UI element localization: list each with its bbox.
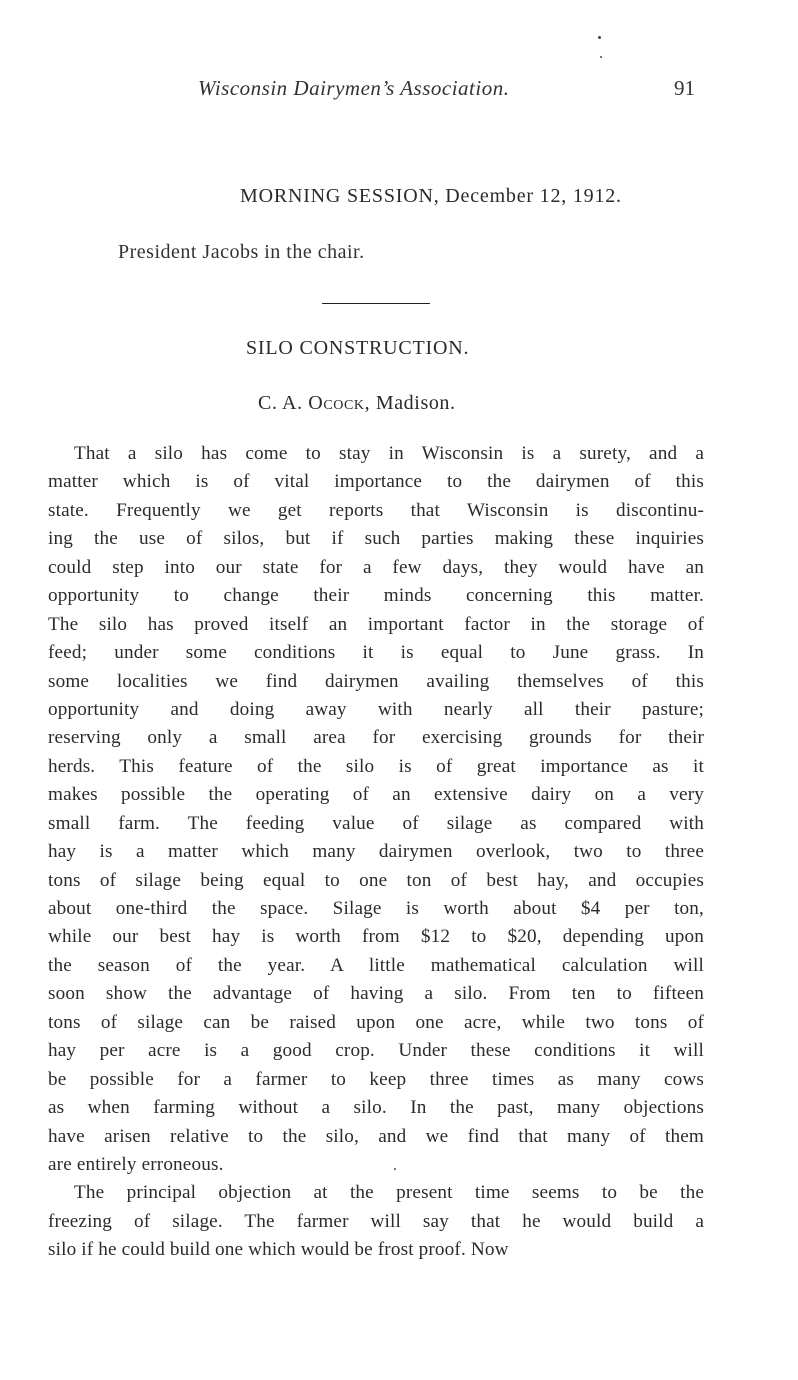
section-divider [322,303,430,304]
text-line [48,980,704,1008]
text-line [48,838,704,866]
text-line [48,639,704,667]
paragraph [48,1179,704,1264]
text-line [48,810,704,838]
text-line-content: ing the use of silos, but if such parties making these inquiries [48,528,704,550]
text-line-content: tons of silage being equal to one ton of best hay, and occupies [48,869,704,891]
text-line [48,554,704,582]
text-line [48,1009,704,1037]
text-line [48,724,704,752]
byline [258,392,456,415]
text-line [48,696,704,724]
text-line [48,582,704,610]
text-line [48,497,704,525]
author-location: , Madison. [364,392,456,414]
text-line [48,895,704,923]
text-line-content: tons of silage can be raised upon one acre, while two tons of [48,1011,704,1033]
text-line [48,1179,704,1207]
text-line [48,611,704,639]
text-line [48,1151,704,1179]
running-head [0,76,798,106]
text-line-content: opportunity and doing away with nearly all their pasture; [48,698,704,720]
text-line [48,440,704,468]
text-line [48,1066,704,1094]
page-number: 91 [674,76,695,100]
text-line-content: as when farming without a silo. In the past, many objections [48,1097,704,1119]
text-line-content: herds. This feature of the silo is of great importance as it [48,755,704,777]
text-line-content: feed; under some conditions it is equal to June grass. In [48,642,704,664]
text-line [48,1123,704,1151]
text-line-content: soon show the advantage of having a silo. From ten to fifteen [48,983,704,1005]
text-line [48,952,704,980]
text-line [48,867,704,895]
text-line [48,1037,704,1065]
text-line-content: have arisen relative to the silo, and we find that many of them [48,1125,704,1147]
article-body [48,440,704,1265]
text-line-content: matter which is of vital importance to the dairymen of this [48,471,704,493]
text-line [48,525,704,553]
article-title: SILO CONSTRUCTION. [246,337,470,359]
text-line [48,781,704,809]
text-line-content: hay is a matter which many dairymen overlook, two to three [48,841,704,863]
text-line [48,1208,704,1236]
text-line-content: opportunity to change their minds concerning this matter. [48,585,704,607]
text-line-content: silo if he could build one which would be frost proof. Now [48,1239,509,1261]
speck-mark [600,56,602,58]
text-line-content: The principal objection at the present time seems to be the [74,1182,704,1204]
text-line [48,923,704,951]
text-line-content: small farm. The feeding value of silage as compared with [48,812,704,834]
text-line-content: hay per acre is a good crop. Under these conditions it will [48,1040,704,1062]
text-line [48,468,704,496]
text-line-content: some localities we find dairymen availing themselves of this [48,670,704,692]
paragraph [48,440,704,1179]
session-heading: MORNING SESSION, December 12, 1912. [240,185,622,207]
running-head-title: Wisconsin Dairymen’s Association. [198,76,510,100]
text-line [48,1236,704,1264]
text-line-content: The silo has proved itself an important factor in the storage of [48,613,704,635]
text-line-content: freezing of silage. The farmer will say that he would build a [48,1210,704,1232]
chair-line: President Jacobs in the chair. [118,241,365,263]
text-line [48,753,704,781]
text-line-content: the season of the year. A little mathematical calculation will [48,954,704,976]
text-line-content: That a silo has come to stay in Wisconsin is a surety, and a [74,443,704,464]
text-line-content: state. Frequently we get reports that Wisconsin is discontinu- [48,499,704,521]
text-line [48,1094,704,1122]
author-name: C. A. Ocock [258,392,365,414]
text-line-content: about one-third the space. Silage is worth about $4 per ton, [48,898,704,919]
text-line-content: are entirely erroneous. [48,1153,224,1175]
text-line-content: makes possible the operating of an extensive dairy on a very [48,784,704,806]
text-line-content: be possible for a farmer to keep three times as many cows [48,1068,704,1090]
text-line [48,668,704,696]
text-line-content: could step into our state for a few days, they would have an [48,556,704,578]
text-line-content: reserving only a small area for exercising grounds for their [48,727,704,749]
speck-mark [598,36,601,39]
speck-mark [394,1168,396,1170]
text-line-content: while our best hay is worth from $12 to $20, depending upon [48,926,704,948]
